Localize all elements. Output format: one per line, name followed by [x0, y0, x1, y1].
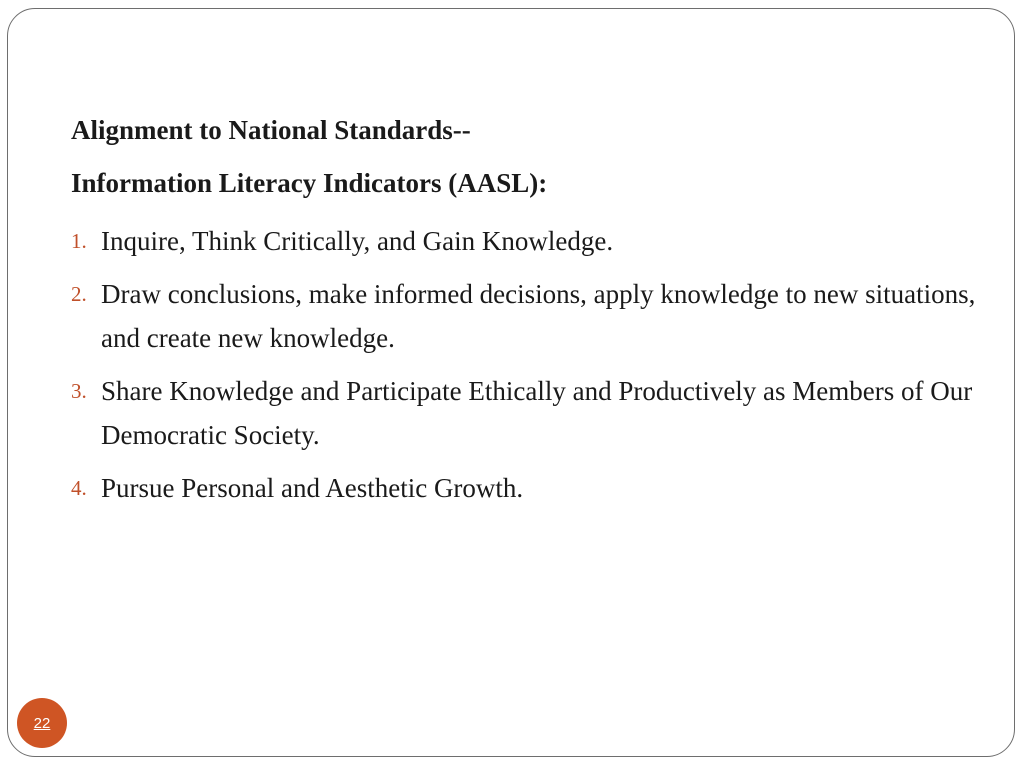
list-item [71, 369, 991, 457]
list-item-text: Draw conclusions, make informed decisions, apply knowledge to new situations, and create new knowledge. [101, 279, 976, 353]
slide-heading-line-2: Information Literacy Indicators (AASL): [71, 168, 548, 198]
list-item [71, 219, 991, 263]
page-number[interactable]: 22 [33, 714, 51, 732]
list-item-text: Inquire, Think Critically, and Gain Knowledge. [101, 226, 614, 256]
list-item [71, 466, 991, 510]
list-item-number: 1. [71, 229, 87, 253]
list-item-text: Share Knowledge and Participate Ethically and Productively as Members of Our Democratic Society. [101, 376, 973, 450]
indicator-list [71, 219, 991, 510]
slide-content [71, 113, 991, 519]
slide-heading-line-1: Alignment to National Standards-- [71, 115, 471, 145]
list-item-text: Pursue Personal and Aesthetic Growth. [101, 473, 524, 503]
page-number-badge[interactable] [17, 698, 67, 748]
slide-frame [7, 8, 1015, 757]
list-item [71, 272, 991, 360]
list-item-number: 2. [71, 282, 87, 306]
list-item-number: 4. [71, 476, 87, 500]
list-item-number: 3. [71, 379, 87, 403]
